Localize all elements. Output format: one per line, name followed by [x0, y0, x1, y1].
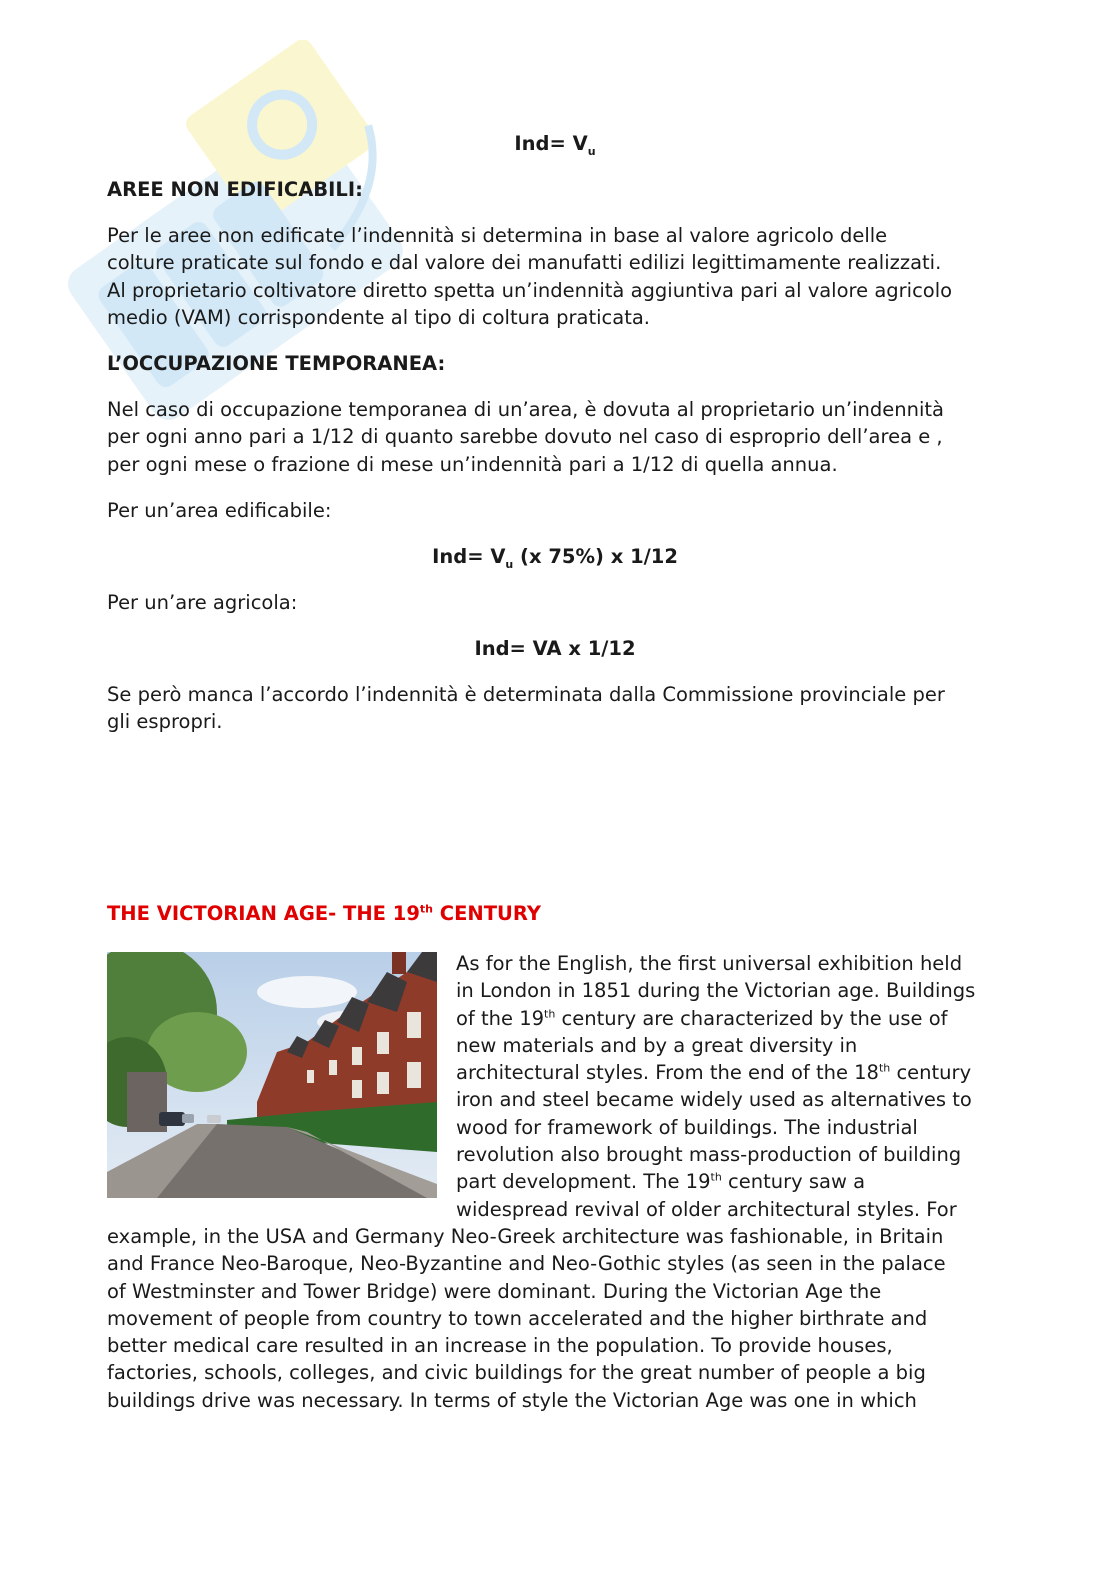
text-line: example, in the USA and Germany Neo-Greek architecture was fashionable, in Britain — [107, 1225, 944, 1248]
text-line: part development. The 19th century saw a — [456, 1170, 866, 1194]
paragraph-commissione — [107, 681, 1007, 736]
text-line: of Westminster and Tower Bridge) were dominant. During the Victorian Age the — [107, 1279, 882, 1303]
heading-victorian-age: THE VICTORIAN AGE- THE 19th CENTURY — [107, 902, 541, 925]
label-area-agricola — [107, 589, 1007, 616]
heading-aree-non-edificabili: AREE NON EDIFICABILI: — [107, 178, 363, 201]
victorian-street-photo — [107, 952, 437, 1198]
text-line: factories, schools, colleges, and civic buildings for the great number of people a big — [107, 1361, 926, 1385]
text-line: of the 19th century are characterized by the use of — [456, 1006, 948, 1030]
text-line: Per le aree non edificate l’indennità si determina in base al valore agricolo delle — [107, 224, 888, 247]
formula-ind-vu: $Ind= V_u$ — [514, 132, 596, 158]
text-line: widespread revival of older architectural styles. For — [456, 1197, 957, 1221]
text-line: architectural styles. From the end of the 18th century — [456, 1061, 972, 1085]
text-line: medio (VAM) corrispondente al tipo di coltura praticata. — [107, 305, 650, 329]
text-line: buildings drive was necessary. In terms of style the Victorian Age was one in which — [107, 1388, 917, 1412]
paragraph-aree-non-edificabili — [107, 222, 1007, 331]
text-line: gli espropri. — [107, 710, 223, 734]
heading-occupazione-temporanea: L’OCCUPAZIONE TEMPORANEA: — [107, 352, 446, 375]
text-line: per ogni mese o frazione di mese un’indennità pari a 1/12 di quella annua. — [107, 452, 838, 476]
paragraph-victorian-wrapped — [456, 950, 1016, 1223]
text-line: colture praticate sul fondo e dal valore dei manufatti edilizi legittimamente realizzati. — [107, 251, 942, 275]
formula-ind-vu-75: $Ind= V_u$ (x 75%) x 1/12 — [432, 545, 678, 571]
text-line: in London in 1851 during the Victorian age. Buildings — [456, 979, 976, 1003]
text-line: Per un’area edificabile: — [107, 499, 332, 522]
text-line: Per un’are agricola: — [107, 591, 298, 614]
text-line: per ogni anno pari a 1/12 di quanto sarebbe dovuto nel caso di esproprio dell’area e , — [107, 425, 943, 449]
paragraph-victorian-full — [107, 1223, 1007, 1414]
text-line: iron and steel became widely used as alternatives to — [456, 1088, 972, 1112]
text-line: As for the English, the first universal exhibition held — [456, 952, 963, 975]
text-line: Se però manca l’accordo l’indennità è determinata dalla Commissione provinciale per — [107, 683, 945, 706]
text-line: Al proprietario coltivatore diretto spetta un’indennità aggiuntiva pari al valore agricolo — [107, 278, 953, 302]
formula-ind-va: Ind= VA x 1/12 — [474, 637, 636, 660]
text-line: wood for framework of buildings. The industrial — [456, 1115, 918, 1139]
label-area-edificabile — [107, 497, 1007, 524]
text-line: movement of people from country to town accelerated and the higher birthrate and — [107, 1306, 928, 1330]
text-line: Nel caso di occupazione temporanea di un’area, è dovuta al proprietario un’indennità — [107, 398, 944, 421]
text-line: new materials and by a great diversity in — [456, 1033, 858, 1057]
text-line: revolution also brought mass-production of building — [456, 1143, 962, 1167]
text-line: and France Neo-Baroque, Neo-Byzantine and Neo-Gothic styles (as seen in the palace — [107, 1252, 946, 1276]
paragraph-occupazione-temporanea — [107, 396, 1007, 478]
text-line: better medical care resulted in an increase in the population. To provide houses, — [107, 1334, 893, 1358]
